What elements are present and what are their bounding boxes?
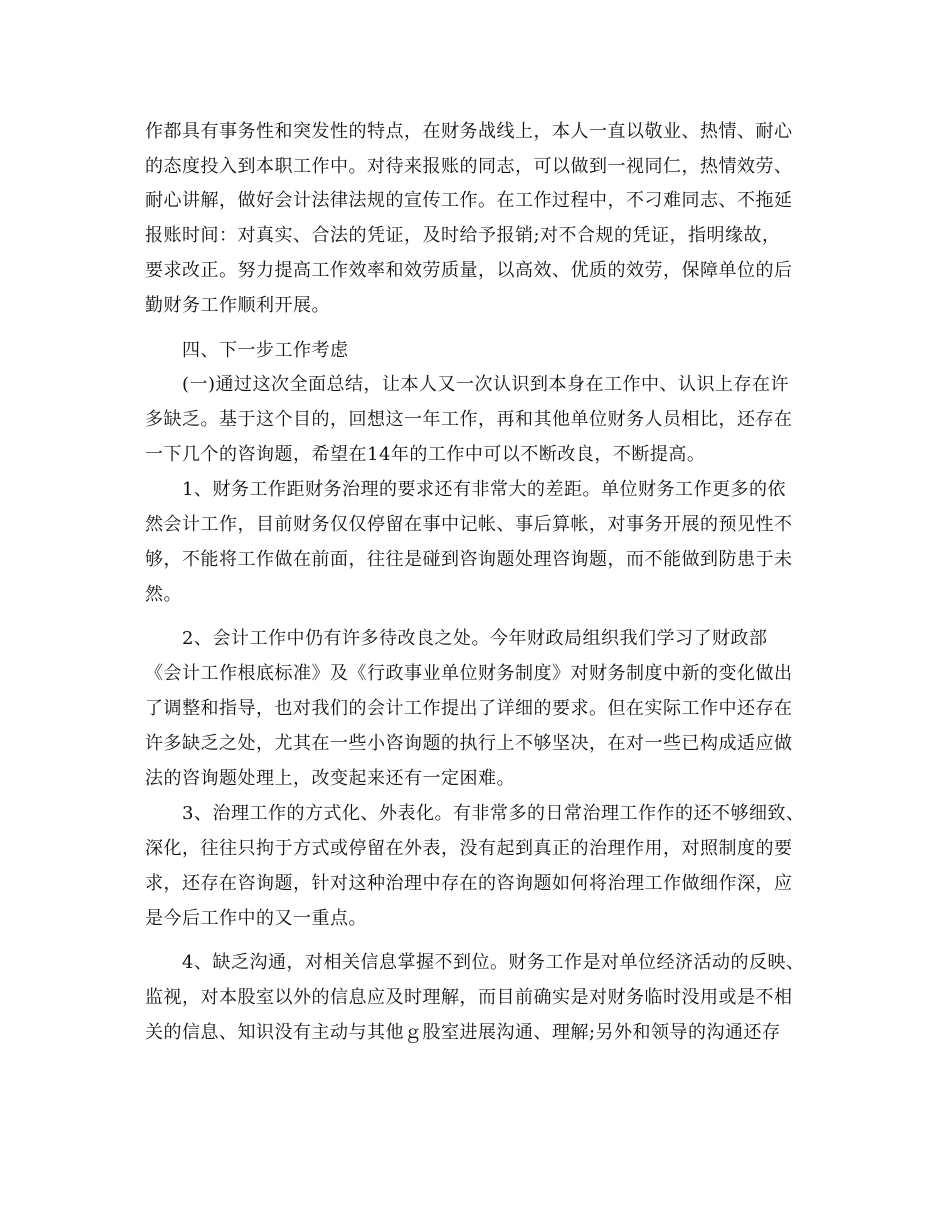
- body-text-line: 然会计工作，目前财务仅仅停留在事中记帐、事后算帐，对事务开展的预见性不: [145, 514, 793, 535]
- body-text-line: 监视，对本股室以外的信息应及时理解，而目前确实是对财务临时没用或是不相: [145, 987, 793, 1008]
- body-text-line: 一下几个的咨询题，希望在14年的工作中可以不断改良，不断提高。: [145, 444, 706, 465]
- body-text-line: 关的信息、知识没有主动与其他ｇ股室进展沟通、理解;另外和领导的沟通还存: [145, 1022, 781, 1043]
- body-text-line: 报账时间：对真实、合法的凭证，及时给予报销;对不合规的凭证，指明缘故，: [145, 225, 781, 246]
- body-text-line: 多缺乏。基于这个目的，回想这一年工作，再和其他单位财务人员相比，还存在: [145, 409, 793, 430]
- body-text-line: 求，还存在咨询题，针对这种治理中存在的咨询题如何将治理工作做细作深，应: [145, 873, 793, 894]
- section-heading: 四、下一步工作考虑: [182, 340, 349, 361]
- body-text-line: 的态度投入到本职工作中。对待来报账的同志，可以做到一视同仁，热情效劳、: [145, 156, 793, 177]
- body-text-line: 了调整和指导，也对我们的会计工作提出了详细的要求。但在实际工作中还存在: [145, 698, 793, 719]
- body-text-line: 然。: [145, 584, 182, 605]
- body-text-line: 《会计工作根底标准》及《行政事业单位财务制度》对财务制度中新的变化做出: [145, 663, 793, 684]
- paragraph-first-line: 1、财务工作距财务治理的要求还有非常大的差距。单位财务工作更多的依: [182, 479, 786, 500]
- body-text-line: 耐心讲解，做好会计法律法规的宣传工作。在工作过程中，不刁难同志、不拖延: [145, 190, 793, 211]
- paragraph-first-line: 4、缺乏沟通，对相关信息掌握不到位。财务工作是对单位经济活动的反映、: [182, 952, 805, 973]
- paragraph-first-line: 2、会计工作中仍有许多待改良之处。今年财政局组织我们学习了财政部: [182, 628, 768, 649]
- body-text-line: 是今后工作中的又一重点。: [145, 908, 367, 929]
- paragraph-first-line: 3、治理工作的方式化、外表化。有非常多的日常治理工作作的还不够细致、: [182, 803, 805, 824]
- body-text-line: 够，不能将工作做在前面，往往是碰到咨询题处理咨询题，而不能做到防患于未: [145, 549, 793, 570]
- paragraph-first-line: (一)通过这次全面总结，让本人又一次认识到本身在工作中、认识上存在许: [182, 374, 790, 395]
- body-text-line: 勤财务工作顺利开展。: [145, 295, 330, 316]
- body-text-line: 深化，往往只拘于方式或停留在外表，没有起到真正的治理作用，对照制度的要: [145, 838, 793, 859]
- body-text-line: 要求改正。努力提高工作效率和效劳质量，以高效、优质的效劳，保障单位的后: [145, 260, 793, 281]
- body-text-line: 作都具有事务性和突发性的特点，在财务战线上，本人一直以敬业、热情、耐心: [145, 121, 793, 142]
- body-text-line: 法的咨询题处理上，改变起来还有一定困难。: [145, 768, 515, 789]
- body-text-line: 许多缺乏之处，尤其在一些小咨询题的执行上不够坚决，在对一些已构成适应做: [145, 733, 793, 754]
